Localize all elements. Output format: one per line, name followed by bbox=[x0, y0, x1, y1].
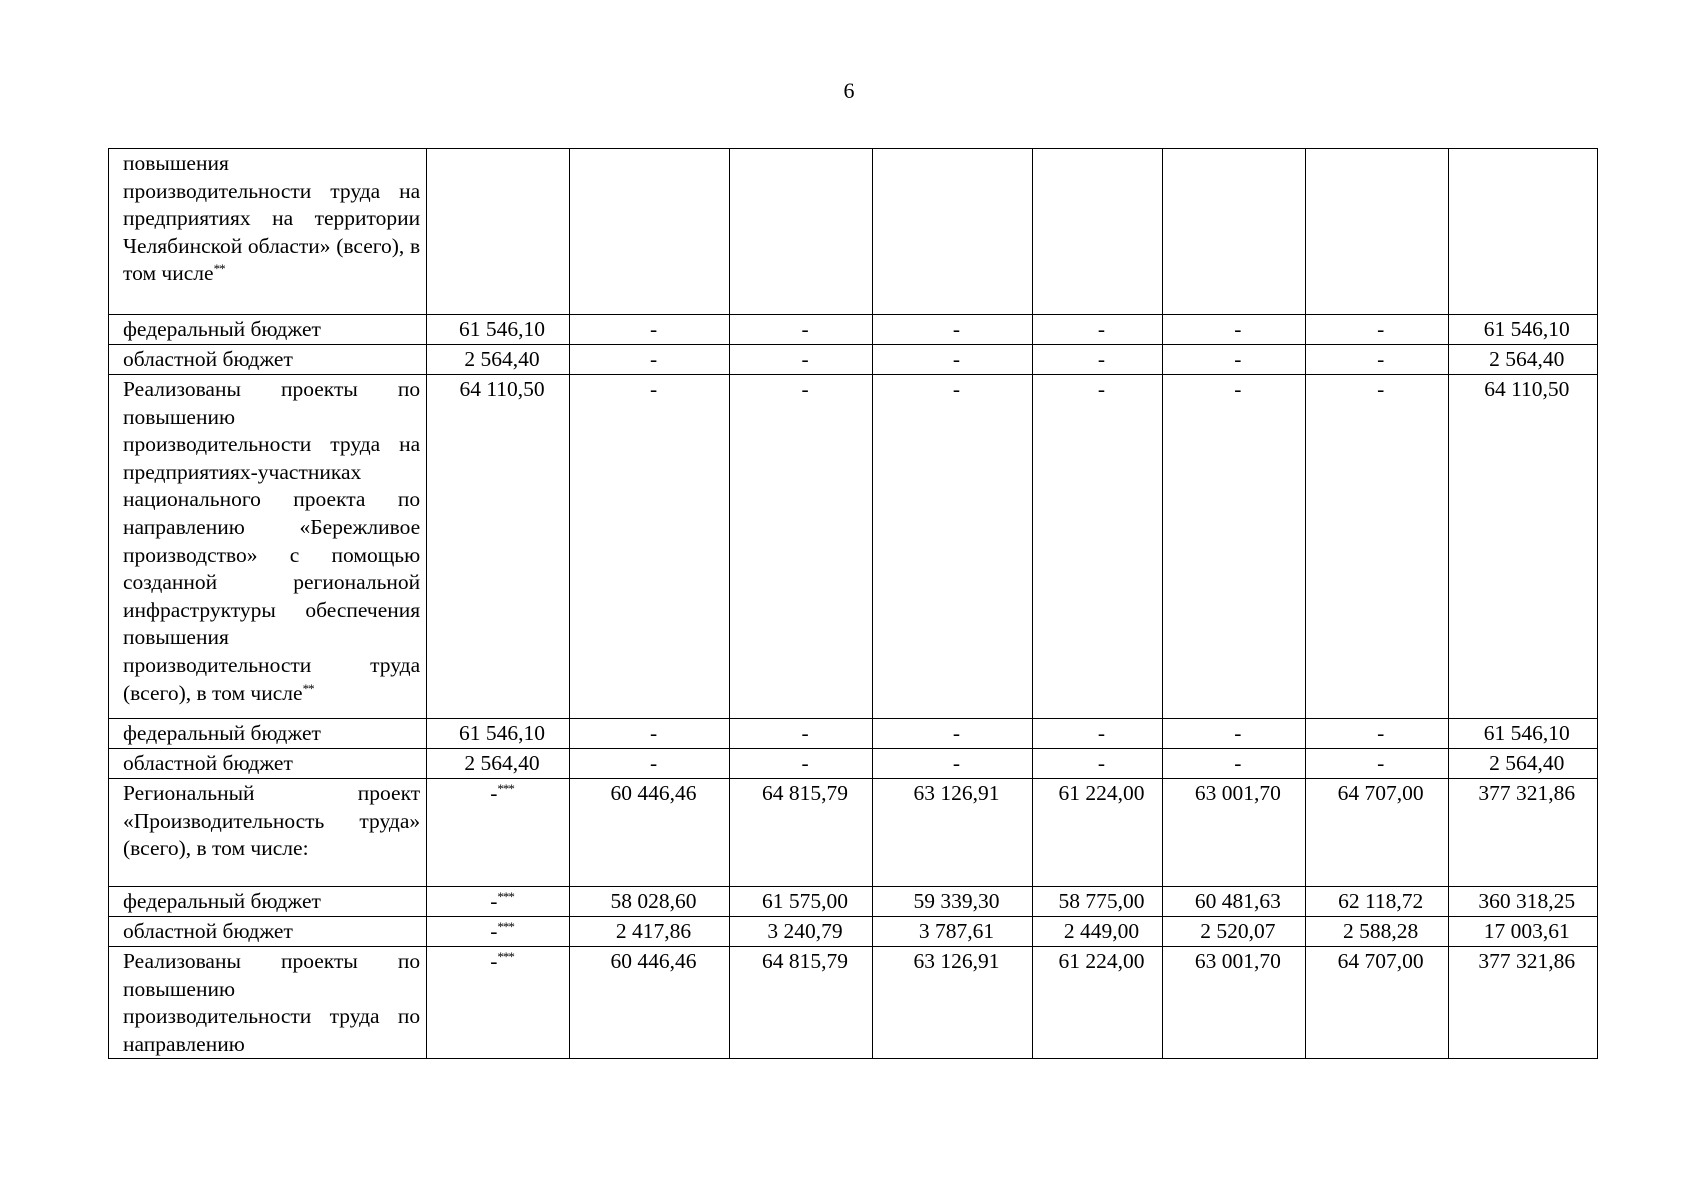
year-value-cell: 3 787,61 bbox=[872, 917, 1032, 947]
footnote-mark: ** bbox=[302, 680, 314, 696]
year-value-cell: - bbox=[1162, 315, 1305, 345]
footnote-mark: *** bbox=[497, 919, 514, 934]
cell-value: 61 546,10 bbox=[459, 721, 546, 745]
first-year-cell bbox=[427, 947, 570, 1059]
first-year-cell bbox=[427, 375, 570, 719]
row-label-cell bbox=[109, 779, 427, 887]
year-value-cell: - bbox=[1162, 345, 1305, 375]
row-label: федеральный бюджет bbox=[123, 317, 321, 341]
year-value-cell: 60 446,46 bbox=[569, 947, 729, 1059]
table-row bbox=[109, 375, 1598, 719]
year-value-cell: - bbox=[1305, 375, 1448, 719]
year-value-cell: - bbox=[1305, 749, 1448, 779]
cell-value: 2 564,40 bbox=[464, 347, 540, 371]
year-value-cell: - bbox=[1033, 315, 1163, 345]
year-value-cell: 63 001,70 bbox=[1162, 947, 1305, 1059]
year-value-cell: 59 339,30 bbox=[872, 887, 1032, 917]
page-number: 6 bbox=[843, 78, 855, 103]
row-label: областной бюджет bbox=[123, 751, 293, 775]
year-value-cell: - bbox=[1033, 749, 1163, 779]
year-value-cell bbox=[872, 149, 1032, 315]
year-value-cell: - bbox=[872, 345, 1032, 375]
table-row bbox=[109, 149, 1598, 315]
row-label: Реализованы проекты по повышению производительности труда на предприятиях-участниках национального проекта по направлению «Бережливое производство» с помощью созданной региональной инфраструктуры обеспечения повышения производительности труда (всего), в том числе bbox=[123, 377, 421, 705]
year-value-cell: 63 001,70 bbox=[1162, 779, 1305, 887]
row-label: повышения производительности труда на предприятиях на территории Челябинской области» (всего), в том числе bbox=[123, 151, 421, 286]
row-label-cell bbox=[109, 947, 427, 1059]
footnote-mark: *** bbox=[497, 949, 514, 964]
total-cell: 2 564,40 bbox=[1448, 345, 1597, 375]
budget-table bbox=[108, 148, 1598, 1059]
year-value-cell: - bbox=[1305, 719, 1448, 749]
year-value-cell: - bbox=[730, 315, 873, 345]
year-value-cell: 61 224,00 bbox=[1033, 779, 1163, 887]
year-value-cell bbox=[569, 149, 729, 315]
year-value-cell: 64 815,79 bbox=[730, 779, 873, 887]
year-value-cell: - bbox=[872, 375, 1032, 719]
year-value-cell: 64 707,00 bbox=[1305, 947, 1448, 1059]
total-cell: 17 003,61 bbox=[1448, 917, 1597, 947]
row-label-cell bbox=[109, 917, 427, 947]
year-value-cell bbox=[1305, 149, 1448, 315]
year-value-cell: - bbox=[1162, 749, 1305, 779]
year-value-cell bbox=[1033, 149, 1163, 315]
row-label-cell bbox=[109, 149, 427, 315]
year-value-cell: 60 481,63 bbox=[1162, 887, 1305, 917]
first-year-cell bbox=[427, 749, 570, 779]
year-value-cell: 2 588,28 bbox=[1305, 917, 1448, 947]
total-cell bbox=[1448, 149, 1597, 315]
table-row bbox=[109, 947, 1598, 1059]
first-year-cell bbox=[427, 719, 570, 749]
year-value-cell: - bbox=[730, 749, 873, 779]
year-value-cell: - bbox=[730, 719, 873, 749]
first-year-cell bbox=[427, 887, 570, 917]
year-value-cell: - bbox=[1033, 345, 1163, 375]
year-value-cell: 61 575,00 bbox=[730, 887, 873, 917]
year-value-cell bbox=[730, 149, 873, 315]
year-value-cell: 3 240,79 bbox=[730, 917, 873, 947]
year-value-cell bbox=[1162, 149, 1305, 315]
year-value-cell: 62 118,72 bbox=[1305, 887, 1448, 917]
table-row bbox=[109, 917, 1598, 947]
table-row bbox=[109, 779, 1598, 887]
total-cell: 377 321,86 bbox=[1448, 947, 1597, 1059]
cell-value: - bbox=[490, 889, 498, 913]
year-value-cell: - bbox=[1305, 345, 1448, 375]
cell-value: - bbox=[490, 949, 498, 973]
year-value-cell: 58 028,60 bbox=[569, 887, 729, 917]
first-year-cell bbox=[427, 149, 570, 315]
cell-value: - bbox=[490, 781, 498, 805]
total-cell: 61 546,10 bbox=[1448, 315, 1597, 345]
row-label-cell bbox=[109, 315, 427, 345]
table-row bbox=[109, 345, 1598, 375]
year-value-cell: 64 815,79 bbox=[730, 947, 873, 1059]
year-value-cell: - bbox=[1033, 719, 1163, 749]
year-value-cell: - bbox=[569, 345, 729, 375]
first-year-cell bbox=[427, 917, 570, 947]
cell-value: 2 564,40 bbox=[464, 751, 540, 775]
total-cell: 377 321,86 bbox=[1448, 779, 1597, 887]
total-cell: 2 564,40 bbox=[1448, 749, 1597, 779]
total-cell: 360 318,25 bbox=[1448, 887, 1597, 917]
year-value-cell: 2 449,00 bbox=[1033, 917, 1163, 947]
year-value-cell: - bbox=[569, 749, 729, 779]
year-value-cell: - bbox=[1162, 719, 1305, 749]
year-value-cell: - bbox=[872, 719, 1032, 749]
table-row bbox=[109, 315, 1598, 345]
footnote-mark: ** bbox=[213, 261, 225, 277]
table-row bbox=[109, 749, 1598, 779]
footnote-mark: *** bbox=[497, 889, 514, 904]
row-label: федеральный бюджет bbox=[123, 721, 321, 745]
row-label-cell bbox=[109, 887, 427, 917]
year-value-cell: - bbox=[569, 315, 729, 345]
year-value-cell: 63 126,91 bbox=[872, 947, 1032, 1059]
row-label: Региональный проект «Производительность труда» (всего), в том числе: bbox=[123, 781, 421, 861]
row-label: областной бюджет bbox=[123, 347, 293, 371]
row-label-cell bbox=[109, 749, 427, 779]
year-value-cell: - bbox=[569, 719, 729, 749]
year-value-cell: 58 775,00 bbox=[1033, 887, 1163, 917]
row-label: областной бюджет bbox=[123, 919, 293, 943]
year-value-cell: - bbox=[730, 345, 873, 375]
year-value-cell: 63 126,91 bbox=[872, 779, 1032, 887]
footnote-mark: *** bbox=[497, 781, 514, 796]
year-value-cell: - bbox=[1305, 315, 1448, 345]
first-year-cell bbox=[427, 315, 570, 345]
cell-value: 64 110,50 bbox=[459, 377, 545, 401]
total-cell: 61 546,10 bbox=[1448, 719, 1597, 749]
row-label-cell bbox=[109, 375, 427, 719]
row-label-cell bbox=[109, 719, 427, 749]
year-value-cell: - bbox=[1162, 375, 1305, 719]
cell-value: 61 546,10 bbox=[459, 317, 546, 341]
table-row bbox=[109, 887, 1598, 917]
row-label: Реализованы проекты по повышению производительности труда по направлению bbox=[123, 949, 421, 1056]
total-cell: 64 110,50 bbox=[1448, 375, 1597, 719]
year-value-cell: 60 446,46 bbox=[569, 779, 729, 887]
year-value-cell: - bbox=[872, 315, 1032, 345]
year-value-cell: - bbox=[872, 749, 1032, 779]
first-year-cell bbox=[427, 779, 570, 887]
row-label: федеральный бюджет bbox=[123, 889, 321, 913]
year-value-cell: 2 417,86 bbox=[569, 917, 729, 947]
year-value-cell: - bbox=[569, 375, 729, 719]
row-label-cell bbox=[109, 345, 427, 375]
year-value-cell: - bbox=[1033, 375, 1163, 719]
year-value-cell: - bbox=[730, 375, 873, 719]
year-value-cell: 64 707,00 bbox=[1305, 779, 1448, 887]
year-value-cell: 2 520,07 bbox=[1162, 917, 1305, 947]
cell-value: - bbox=[490, 919, 498, 943]
table-row bbox=[109, 719, 1598, 749]
first-year-cell bbox=[427, 345, 570, 375]
year-value-cell: 61 224,00 bbox=[1033, 947, 1163, 1059]
